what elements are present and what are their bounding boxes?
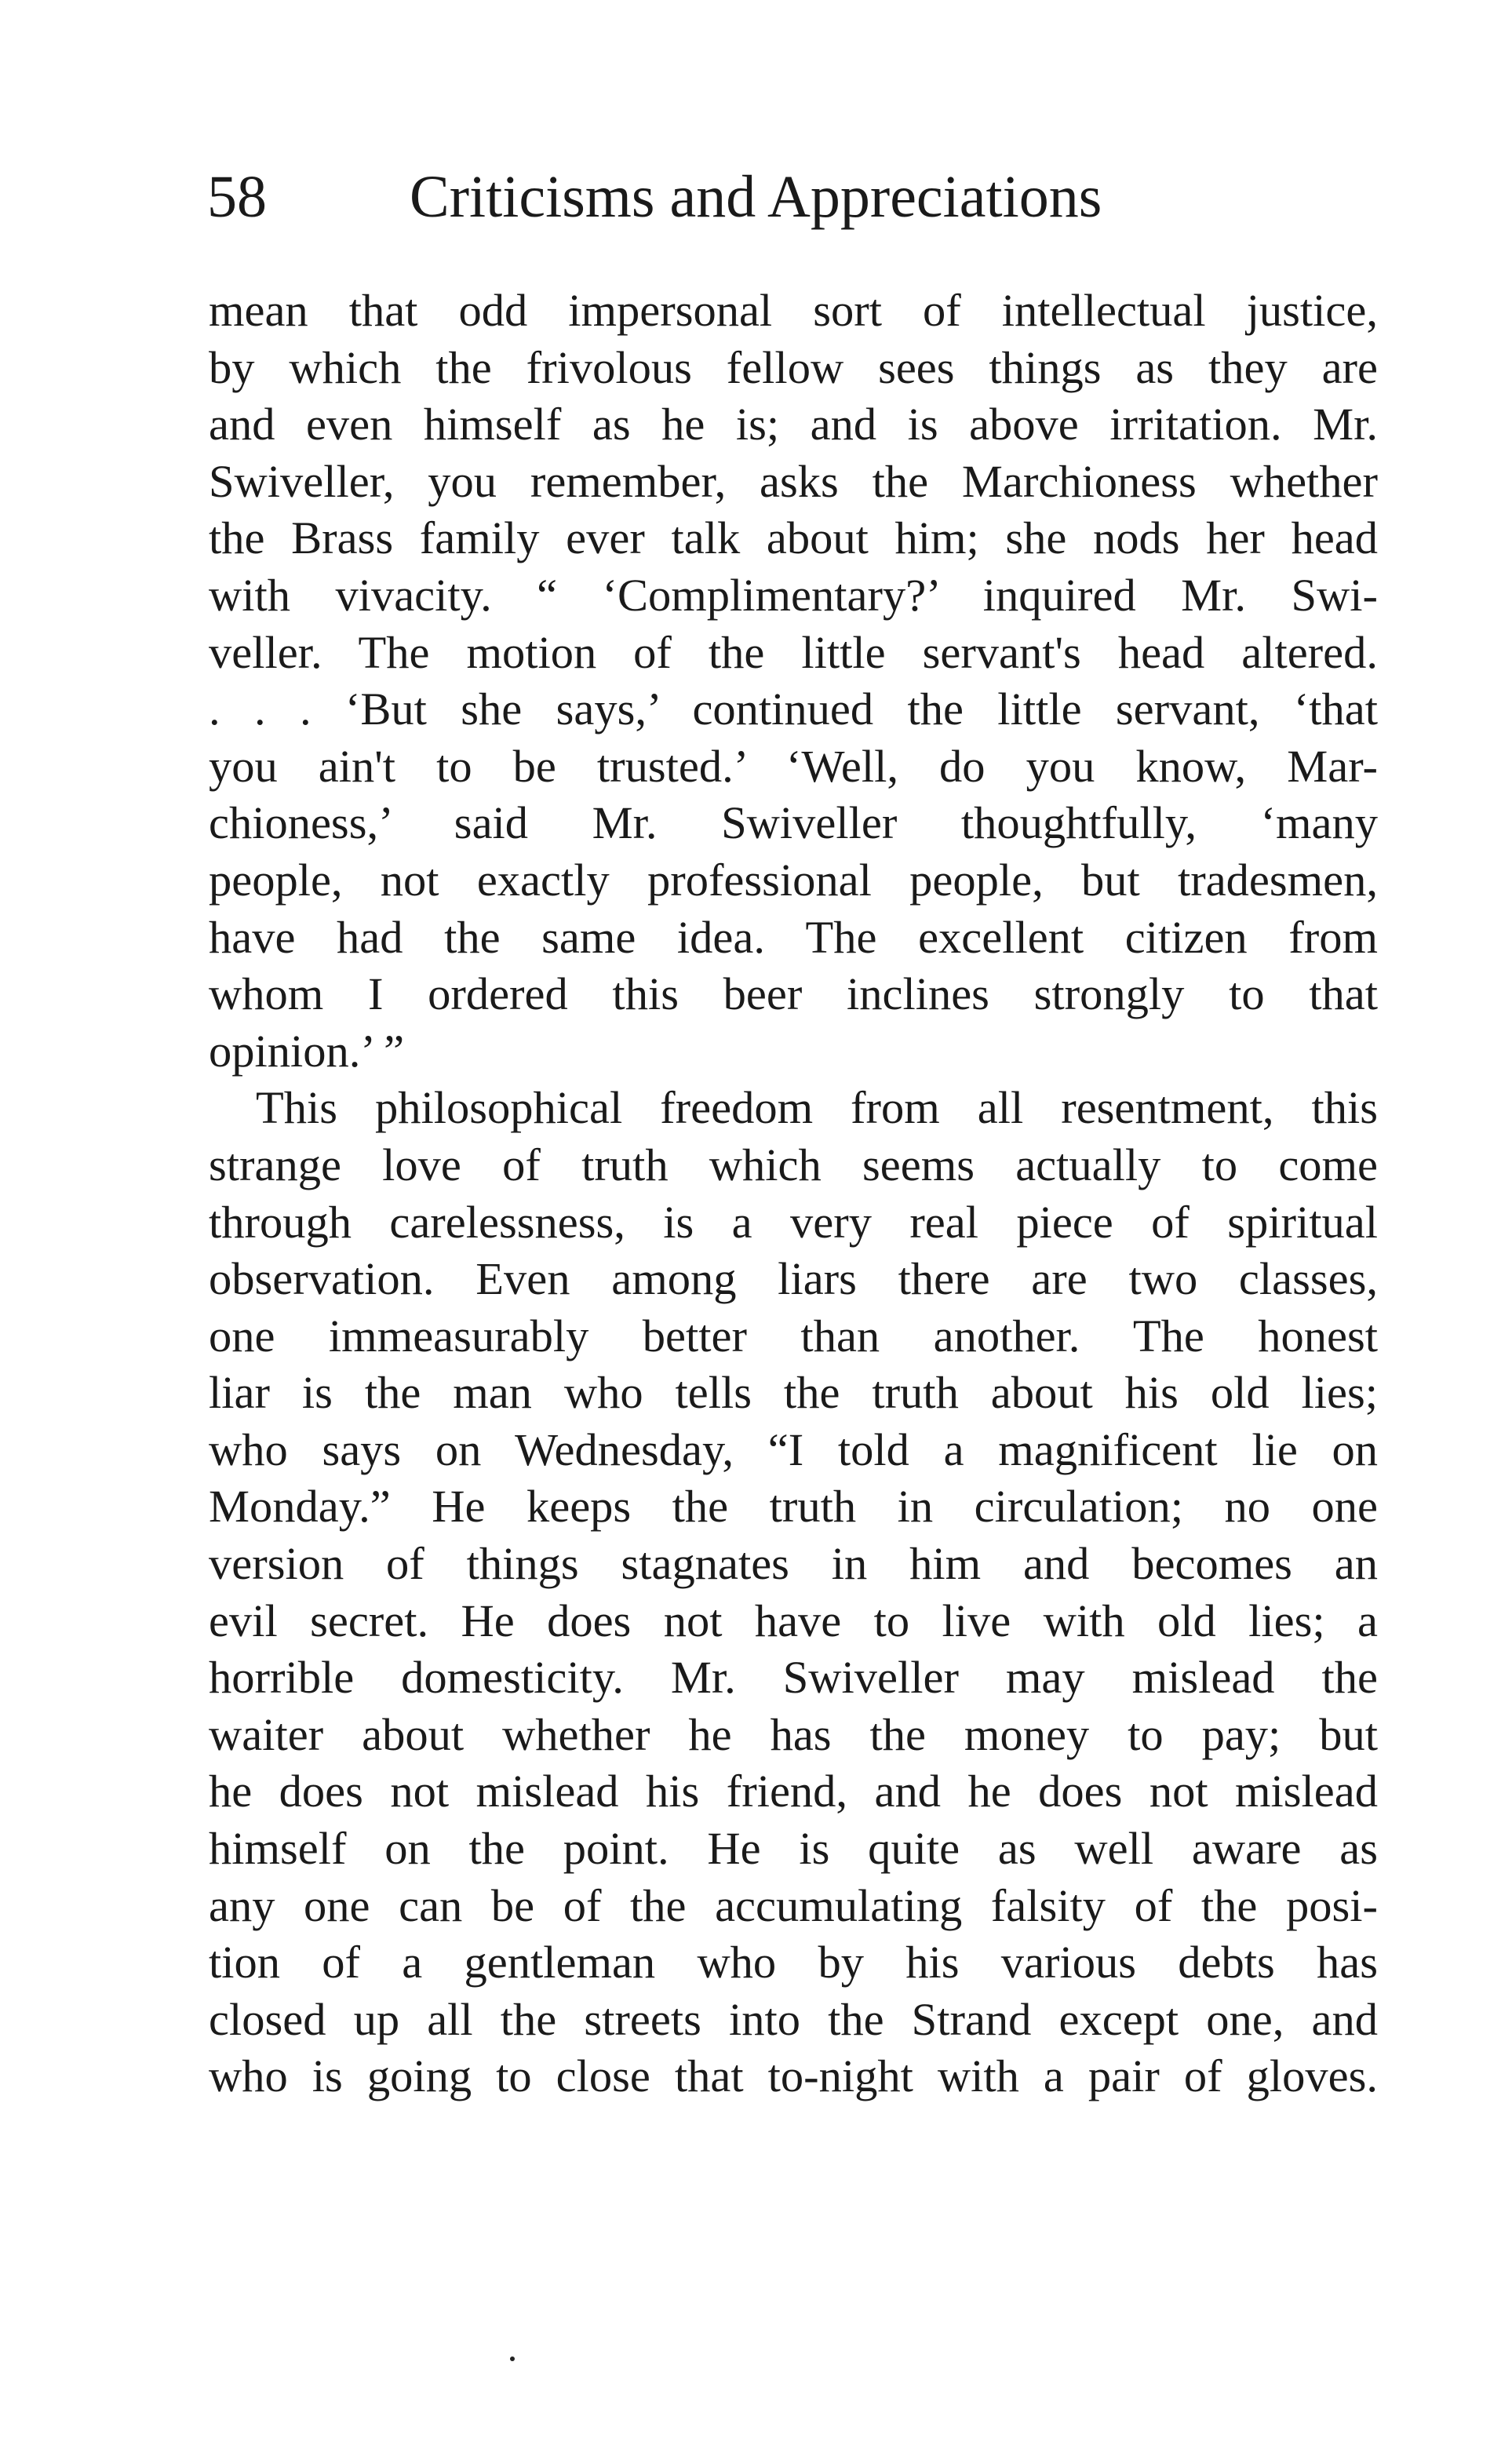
text-line: have had the same idea. The excellent citizen from <box>209 911 1378 963</box>
text-line: mean that odd impersonal sort of intellectual justice, <box>209 285 1378 336</box>
text-line: observation. Even among liars there are two classes, <box>209 1253 1378 1305</box>
text-line: waiter about whether he has the money to pay; but <box>209 1708 1378 1760</box>
body-text <box>209 282 1378 2105</box>
text-line: who says on Wednesday, “I told a magnificent lie on <box>209 1423 1378 1475</box>
text-line: people, not exactly professional people, but tradesmen, <box>209 854 1378 906</box>
text-line: you ain't to be trusted.’ ‘Well, do you know, Mar- <box>209 740 1378 792</box>
text-line: tion of a gentleman who by his various debts has <box>209 1937 1378 1988</box>
text-line: whom I ordered this beer inclines strongly to that <box>209 968 1378 1020</box>
text-line: by which the frivolous fellow sees things as they are <box>209 341 1378 393</box>
page-number: 58 <box>207 164 267 230</box>
text-line: horrible domesticity. Mr. Swiveller may mislead the <box>209 1652 1378 1704</box>
text-line: Swiveller, you remember, asks the Marchioness whether <box>209 455 1378 507</box>
text-line: Monday.” He keeps the truth in circulation; no one <box>209 1481 1378 1533</box>
text-line: This philosophical freedom from all resentment, this <box>256 1082 1378 1134</box>
page-header <box>207 154 1384 240</box>
text-line: who is going to close that to-night with a pair of gloves. <box>209 2050 1378 2102</box>
text-line: version of things stagnates in him and becomes an <box>209 1538 1378 1590</box>
text-line: any one can be of the accumulating falsity of the posi- <box>209 1879 1378 1931</box>
text-line: evil secret. He does not have to live with old lies; a <box>209 1595 1378 1646</box>
text-line: with vivacity. “ ‘Complimentary?’ inquired Mr. Swi- <box>209 569 1378 621</box>
running-title: Criticisms and Appreciations <box>410 164 1102 230</box>
text-line: himself on the point. He is quite as well aware as <box>209 1823 1378 1875</box>
text-line: . . . ‘But she says,’ continued the little servant, ‘that <box>209 683 1378 735</box>
text-line: the Brass family ever talk about him; she nods her head <box>209 512 1378 564</box>
text-line: one immeasurably better than another. The honest <box>209 1310 1378 1361</box>
print-speck <box>510 2356 515 2361</box>
text-line: veller. The motion of the little servant's head altered. <box>209 626 1378 678</box>
text-line: through carelessness, is a very real piece of spiritual <box>209 1196 1378 1248</box>
text-line: opinion.’ ” <box>209 1025 405 1077</box>
text-line: he does not mislead his friend, and he does not mislead <box>209 1766 1378 1817</box>
text-line: closed up all the streets into the Strand except one, and <box>209 1993 1378 2045</box>
text-line: and even himself as he is; and is above irritation. Mr. <box>209 399 1378 450</box>
text-line: liar is the man who tells the truth about his old lies; <box>209 1367 1378 1419</box>
text-line: strange love of truth which seems actually to come <box>209 1139 1378 1190</box>
text-line: chioness,’ said Mr. Swiveller thoughtfully, ‘many <box>209 797 1378 849</box>
